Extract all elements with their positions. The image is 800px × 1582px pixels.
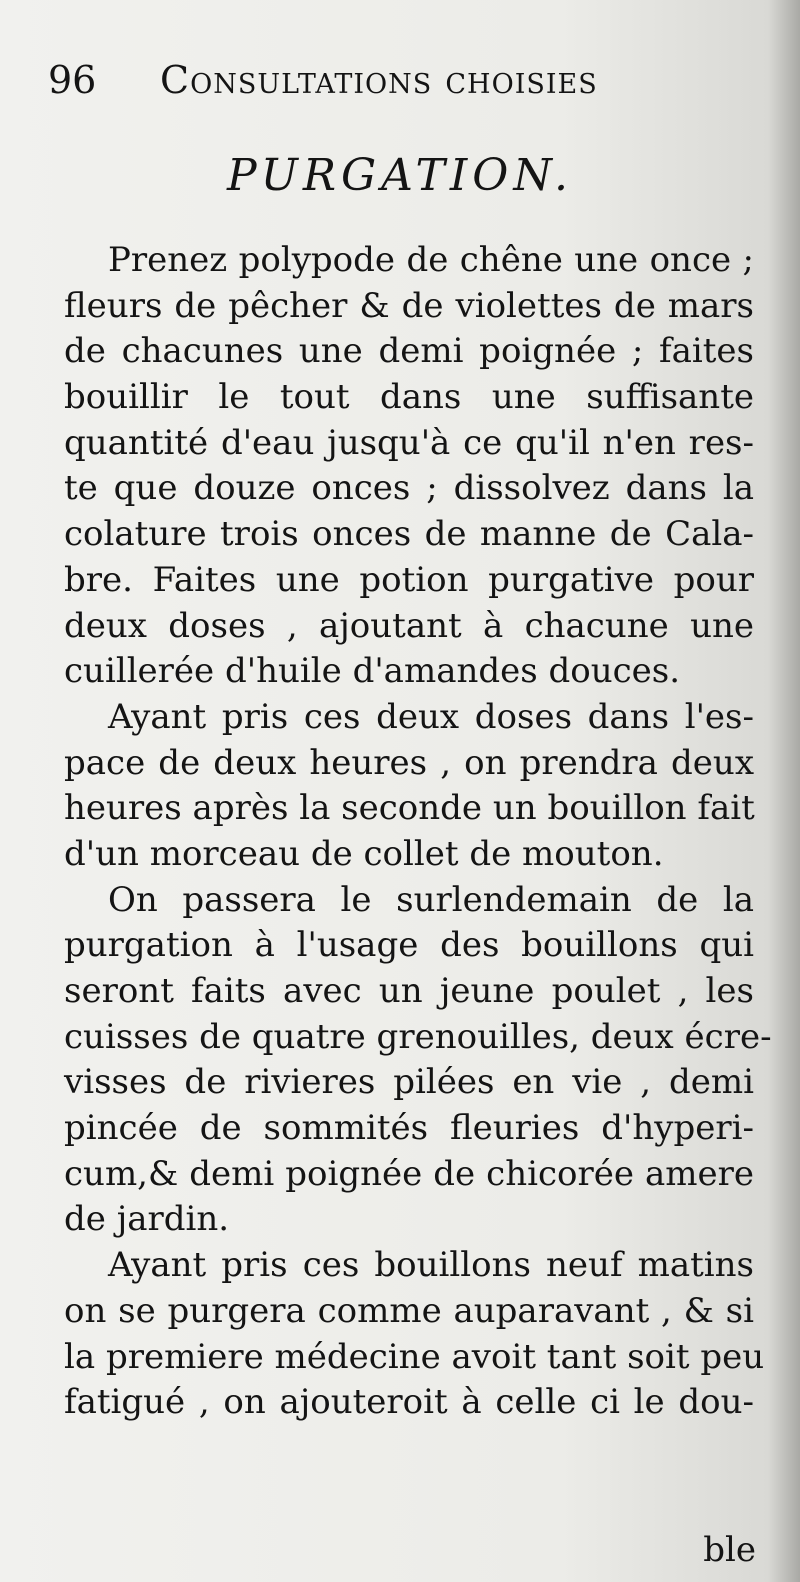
text-line: Ayant pris ces deux doses dans l'es- xyxy=(108,696,754,737)
text-line: bre. Faites une potion purgative pour xyxy=(64,559,754,600)
text-line: te que douze onces ; dissolvez dans la xyxy=(64,468,754,509)
text-line: visses de rivieres pilées en vie , demi xyxy=(64,1062,754,1103)
text-line: deux doses , ajoutant à chacune une xyxy=(64,605,754,646)
text-line: fleurs de pêcher & de violettes de mars xyxy=(64,285,754,326)
page-header xyxy=(48,52,768,112)
catchword: ble xyxy=(703,1530,756,1570)
text-line: fatigué , on ajouteroit à celle ci le dou- xyxy=(64,1382,754,1423)
text-line: On passera le surlendemain de la xyxy=(108,879,754,920)
text-line: pincée de sommités fleuries d'hyperi- xyxy=(64,1108,754,1149)
text-line: Prenez polypode de chêne une once ; xyxy=(108,240,754,280)
text-line: cuillerée d'huile d'amandes douces. xyxy=(64,651,681,692)
text-line: quantité d'eau jusqu'à ce qu'il n'en res- xyxy=(64,422,754,463)
text-line: on se purgera comme auparavant , & si xyxy=(64,1290,754,1331)
text-line: bouillir le tout dans une suffisante xyxy=(64,377,754,418)
running-title: Consultations choisies xyxy=(160,58,598,102)
text-line: pace de deux heures , on prendra deux xyxy=(64,742,754,783)
body-text xyxy=(64,238,772,1426)
text-line: cuisses de quatre grenouilles, deux écre- xyxy=(64,1016,772,1057)
page-number: 96 xyxy=(48,58,97,102)
text-line: de chacunes une demi poignée ; faites xyxy=(64,331,754,372)
text-line: heures après la seconde un bouillon fait xyxy=(64,788,755,829)
section-title: PURGATION. xyxy=(226,150,574,201)
text-line: colature trois onces de manne de Cala- xyxy=(64,514,754,555)
text-line: de jardin. xyxy=(64,1199,230,1240)
paragraph xyxy=(64,878,772,1244)
text-line: Ayant pris ces bouillons neuf matins xyxy=(108,1245,754,1286)
paragraph xyxy=(64,1243,765,1426)
text-line: seront faits avec un jeune poulet , les xyxy=(64,971,754,1011)
paragraph xyxy=(64,238,754,695)
text-line: d'un morceau de collet de mouton. xyxy=(64,833,664,874)
text-line: cum,& demi poignée de chicorée amere xyxy=(64,1153,754,1194)
text-line: la premiere médecine avoit tant soit peu xyxy=(64,1336,765,1377)
paragraph xyxy=(64,695,754,878)
text-line: purgation à l'usage des bouillons qui xyxy=(64,925,754,966)
